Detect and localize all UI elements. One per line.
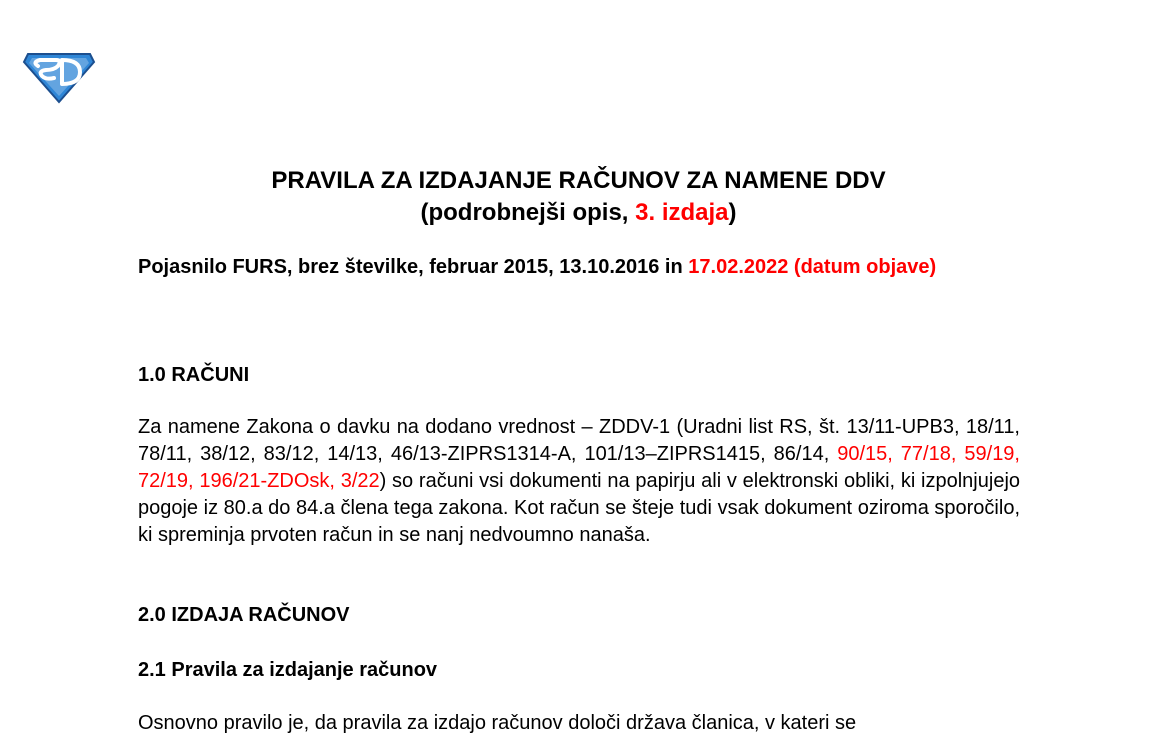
section-heading-racuni: 1.0 RAČUNI bbox=[138, 364, 250, 386]
subtitle-prefix: (podrobnejši opis, bbox=[420, 199, 636, 226]
subsection-heading-pravila: 2.1 Pravila za izdajanje računov bbox=[138, 659, 438, 681]
subtitle-suffix: ) bbox=[728, 199, 737, 226]
section-izdaja-paragraph: Osnovno pravilo je, da pravila za izdajo računov določi država članica, v kateri se bbox=[138, 712, 857, 734]
subtitle-edition: 3. izdaja bbox=[635, 199, 729, 226]
intro-date: 17.02.2022 (datum objave) bbox=[688, 256, 937, 278]
company-logo bbox=[22, 48, 96, 104]
intro-text: Pojasnilo FURS, brez številke, februar 2015, 13.10.2016 in bbox=[138, 256, 689, 278]
paragraph-red-references: 90/15, 77/18, 59/19, 72/19, 196/21-ZDOsk, 3/22 bbox=[138, 443, 1020, 492]
section-heading-izdaja: 2.0 IZDAJA RAČUNOV bbox=[138, 604, 350, 626]
sd-logo-icon bbox=[22, 48, 96, 104]
section-racuni-paragraph bbox=[138, 414, 1020, 549]
intro-paragraph bbox=[138, 254, 1020, 281]
paragraph-text-part1: Za namene Zakona o davku na dodano vrednost – ZDDV-1 (Uradni list RS, št. 13/11-UPB3, 18/11, 78/11, 38/12, 83/12, 14/13, 46/13-ZIPRS1314-A, 101/13–ZIPRS1415, 86/14, bbox=[138, 416, 1020, 465]
paragraph-text-part2: ) so računi vsi dokumenti na papirju ali v elektronski obliki, ki izpolnjujejo pogoje iz 80.a do 84.a člena tega zakona. Kot račun se šteje tudi vsak dokument oziroma sporočilo, ki spreminja prvoten račun in se nanj nedvoumno nanaša. bbox=[138, 470, 1021, 546]
document-title: PRAVILA ZA IZDAJANJE RAČUNOV ZA NAMENE DDV bbox=[271, 167, 886, 194]
document-subtitle bbox=[0, 198, 1157, 228]
